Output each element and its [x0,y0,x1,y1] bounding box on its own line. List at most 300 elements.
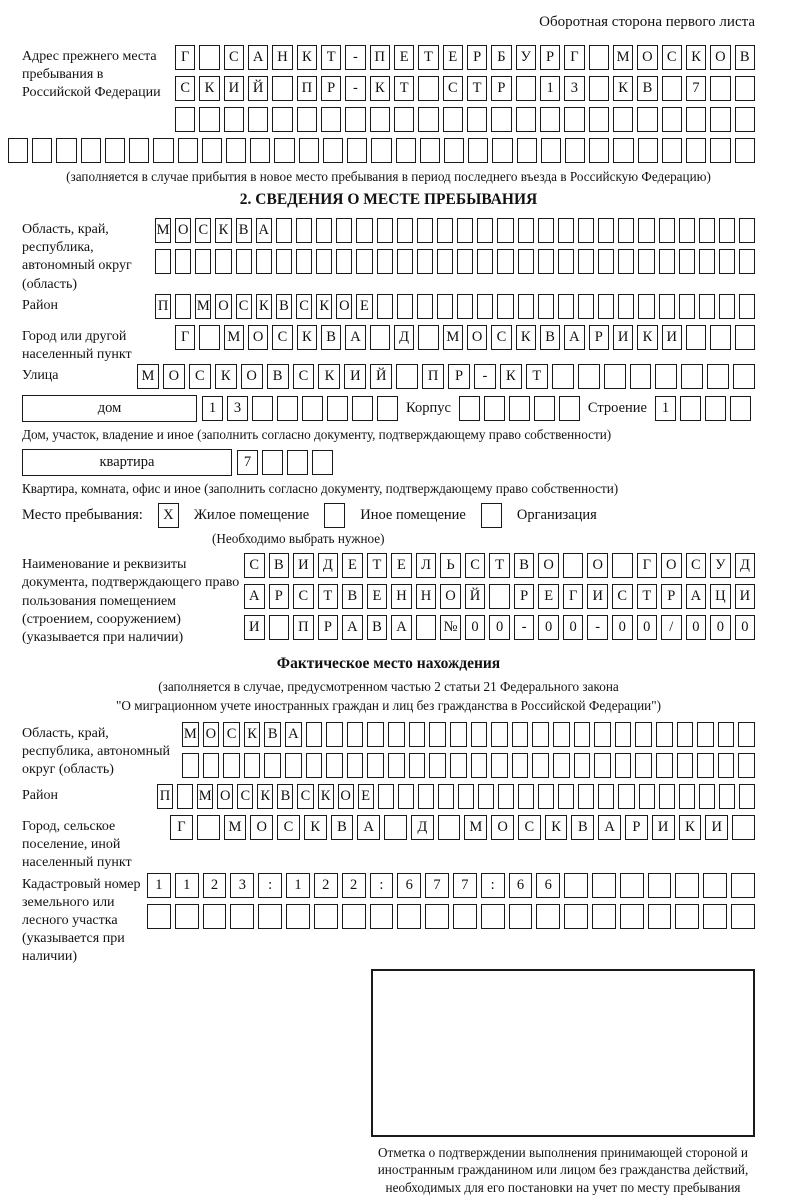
grid-cell[interactable] [397,249,413,274]
grid-cell[interactable]: К [304,815,327,840]
grid-cell[interactable]: 7 [425,873,449,898]
grid-cell[interactable] [453,904,477,929]
grid-cell[interactable]: С [297,784,313,809]
grid-cell[interactable]: В [269,553,290,578]
grid-cell[interactable] [416,615,437,640]
grid-cell[interactable]: Й [248,76,268,101]
grid-cell[interactable] [538,784,554,809]
grid-cell[interactable] [735,76,755,101]
grid-cell[interactable] [347,722,364,747]
grid-cell[interactable] [635,753,652,778]
grid-cell[interactable] [589,76,609,101]
grid-cell[interactable]: 7 [686,76,706,101]
grid-cell[interactable] [397,294,413,319]
grid-cell[interactable] [81,138,101,163]
grid-cell[interactable] [594,753,611,778]
grid-cell[interactable] [518,218,534,243]
grid-cell[interactable] [558,784,574,809]
grid-cell[interactable]: П [297,76,317,101]
grid-cell[interactable] [384,815,407,840]
grid-cell[interactable]: П [370,45,390,70]
grid-cell[interactable]: С [686,553,707,578]
grid-cell[interactable] [592,904,616,929]
grid-cell[interactable] [498,784,514,809]
grid-cell[interactable] [409,753,426,778]
grid-cell[interactable] [326,753,343,778]
grid-cell[interactable] [648,904,672,929]
grid-cell[interactable] [738,722,755,747]
grid-cell[interactable]: 3 [564,76,584,101]
grid-cell[interactable] [491,753,508,778]
grid-cell[interactable] [409,722,426,747]
grid-cell[interactable] [679,294,695,319]
grid-cell[interactable] [276,218,292,243]
grid-cell[interactable] [306,753,323,778]
grid-cell[interactable] [538,249,554,274]
grid-cell[interactable] [316,249,332,274]
grid-cell[interactable]: Р [625,815,648,840]
grid-cell[interactable]: Е [443,45,463,70]
grid-cell[interactable] [558,218,574,243]
grid-cell[interactable]: О [538,553,559,578]
grid-cell[interactable]: О [248,325,268,350]
grid-cell[interactable] [418,784,434,809]
grid-cell[interactable]: Н [391,584,412,609]
grid-cell[interactable] [710,325,730,350]
grid-cell[interactable] [203,904,227,929]
grid-cell[interactable] [662,76,682,101]
grid-cell[interactable]: С [272,325,292,350]
grid-cell[interactable]: Л [416,553,437,578]
grid-cell[interactable] [256,249,272,274]
grid-cell[interactable]: Р [491,76,511,101]
grid-cell[interactable] [703,904,727,929]
grid-cell[interactable]: С [518,815,541,840]
grid-cell[interactable] [297,107,317,132]
grid-cell[interactable] [285,753,302,778]
grid-cell[interactable]: 0 [465,615,486,640]
grid-cell[interactable] [425,904,449,929]
grid-cell[interactable]: К [679,815,702,840]
grid-cell[interactable] [679,249,695,274]
grid-cell[interactable]: С [293,364,315,389]
grid-cell[interactable] [719,784,735,809]
grid-cell[interactable]: А [256,218,272,243]
grid-cell[interactable]: С [465,553,486,578]
grid-cell[interactable] [299,138,319,163]
grid-cell[interactable]: 7 [237,450,258,475]
grid-cell[interactable]: Р [321,76,341,101]
grid-cell[interactable] [578,218,594,243]
grid-cell[interactable] [699,249,715,274]
grid-cell[interactable]: 0 [710,615,731,640]
grid-cell[interactable]: Р [661,584,682,609]
grid-cell[interactable]: О [203,722,220,747]
grid-cell[interactable]: Ь [440,553,461,578]
grid-cell[interactable] [323,138,343,163]
grid-cell[interactable] [613,107,633,132]
grid-cell[interactable]: 2 [314,873,338,898]
grid-cell[interactable]: Т [467,76,487,101]
grid-cell[interactable] [719,294,735,319]
grid-cell[interactable] [598,249,614,274]
grid-cell[interactable]: 1 [655,396,676,421]
grid-cell[interactable] [471,722,488,747]
grid-cell[interactable] [578,784,594,809]
grid-cell[interactable]: О [250,815,273,840]
grid-cell[interactable] [615,753,632,778]
grid-cell[interactable] [656,722,673,747]
grid-cell[interactable] [477,218,493,243]
grid-cell[interactable] [699,784,715,809]
grid-cell[interactable]: М [443,325,463,350]
grid-cell[interactable] [175,904,199,929]
grid-cell[interactable] [659,784,675,809]
checkbox-inoe-pomeshchenie[interactable] [324,503,345,528]
grid-cell[interactable] [347,138,367,163]
grid-cell[interactable]: Д [394,325,414,350]
grid-cell[interactable] [735,107,755,132]
grid-cell[interactable] [553,722,570,747]
grid-cell[interactable]: А [342,615,363,640]
grid-cell[interactable] [497,249,513,274]
grid-cell[interactable]: В [321,325,341,350]
grid-cell[interactable] [417,218,433,243]
grid-cell[interactable] [613,138,633,163]
grid-cell[interactable]: С [491,325,511,350]
grid-cell[interactable]: О [637,45,657,70]
grid-cell[interactable]: 2 [203,873,227,898]
grid-cell[interactable] [532,753,549,778]
grid-cell[interactable] [420,138,440,163]
grid-cell[interactable] [497,218,513,243]
grid-cell[interactable]: № [440,615,461,640]
grid-cell[interactable]: - [514,615,535,640]
grid-cell[interactable] [618,218,634,243]
grid-cell[interactable] [589,138,609,163]
grid-cell[interactable] [710,138,730,163]
grid-cell[interactable] [534,396,555,421]
grid-cell[interactable]: Р [589,325,609,350]
grid-cell[interactable]: Р [514,584,535,609]
grid-cell[interactable]: А [686,584,707,609]
checkbox-zhiloe-pomeshchenie[interactable]: X [158,503,179,528]
grid-cell[interactable] [437,218,453,243]
grid-cell[interactable] [230,904,254,929]
grid-cell[interactable]: - [587,615,608,640]
grid-cell[interactable] [516,107,536,132]
grid-cell[interactable] [679,218,695,243]
grid-cell[interactable]: Г [175,45,195,70]
grid-cell[interactable] [540,107,560,132]
checkbox-organizatsiya[interactable] [481,503,502,528]
grid-cell[interactable] [377,218,393,243]
grid-cell[interactable]: Е [356,294,372,319]
grid-cell[interactable]: К [318,364,340,389]
grid-cell[interactable] [564,107,584,132]
grid-cell[interactable] [272,76,292,101]
grid-cell[interactable] [574,753,591,778]
grid-cell[interactable] [468,138,488,163]
grid-cell[interactable]: О [336,294,352,319]
grid-cell[interactable]: С [244,553,265,578]
grid-cell[interactable]: / [661,615,682,640]
grid-cell[interactable]: О [217,784,233,809]
grid-cell[interactable] [578,364,600,389]
house-box[interactable]: дом [22,395,197,422]
grid-cell[interactable] [8,138,28,163]
grid-cell[interactable]: 0 [489,615,510,640]
grid-cell[interactable]: О [710,45,730,70]
grid-cell[interactable] [443,107,463,132]
grid-cell[interactable] [574,722,591,747]
grid-cell[interactable]: 0 [686,615,707,640]
grid-cell[interactable] [398,784,414,809]
grid-cell[interactable]: М [137,364,159,389]
grid-cell[interactable]: И [735,584,756,609]
grid-cell[interactable] [489,584,510,609]
grid-cell[interactable] [105,138,125,163]
grid-cell[interactable]: П [422,364,444,389]
grid-cell[interactable]: Т [526,364,548,389]
grid-cell[interactable] [541,138,561,163]
grid-cell[interactable] [686,107,706,132]
grid-cell[interactable]: Д [735,553,756,578]
grid-cell[interactable] [226,138,246,163]
grid-cell[interactable]: В [331,815,354,840]
grid-cell[interactable] [477,294,493,319]
grid-cell[interactable] [637,107,657,132]
grid-cell[interactable] [735,138,755,163]
grid-cell[interactable]: М [224,815,247,840]
grid-cell[interactable]: Т [318,584,339,609]
grid-cell[interactable] [677,722,694,747]
grid-cell[interactable]: В [735,45,755,70]
grid-cell[interactable]: 0 [538,615,559,640]
grid-cell[interactable]: И [652,815,675,840]
grid-cell[interactable] [223,753,240,778]
grid-cell[interactable] [738,753,755,778]
grid-cell[interactable] [620,904,644,929]
grid-cell[interactable]: 7 [453,873,477,898]
grid-cell[interactable] [248,107,268,132]
grid-cell[interactable] [147,904,171,929]
grid-cell[interactable] [638,138,658,163]
grid-cell[interactable]: К [215,218,231,243]
grid-cell[interactable] [662,138,682,163]
grid-cell[interactable]: Р [318,615,339,640]
grid-cell[interactable] [598,294,614,319]
grid-cell[interactable] [598,218,614,243]
grid-cell[interactable] [638,294,654,319]
grid-cell[interactable]: Г [563,584,584,609]
grid-cell[interactable] [735,325,755,350]
grid-cell[interactable]: С [224,45,244,70]
grid-cell[interactable] [630,364,652,389]
grid-cell[interactable] [675,873,699,898]
grid-cell[interactable]: П [293,615,314,640]
grid-cell[interactable]: К [244,722,261,747]
grid-cell[interactable]: Р [448,364,470,389]
grid-cell[interactable]: - [345,45,365,70]
grid-cell[interactable] [370,904,394,929]
grid-cell[interactable] [199,325,219,350]
grid-cell[interactable] [378,784,394,809]
grid-cell[interactable] [417,249,433,274]
grid-cell[interactable] [418,107,438,132]
grid-cell[interactable] [681,364,703,389]
grid-cell[interactable] [538,218,554,243]
grid-cell[interactable]: С [237,784,253,809]
grid-cell[interactable]: Г [564,45,584,70]
grid-cell[interactable]: М [155,218,171,243]
grid-cell[interactable] [467,107,487,132]
grid-cell[interactable] [459,396,480,421]
grid-cell[interactable] [175,294,191,319]
grid-cell[interactable] [553,753,570,778]
grid-cell[interactable] [397,218,413,243]
grid-cell[interactable] [429,753,446,778]
grid-cell[interactable]: Е [538,584,559,609]
grid-cell[interactable] [592,873,616,898]
grid-cell[interactable] [458,784,474,809]
grid-cell[interactable]: С [175,76,195,101]
grid-cell[interactable] [182,753,199,778]
grid-cell[interactable]: С [195,218,211,243]
grid-cell[interactable]: К [500,364,522,389]
grid-cell[interactable] [518,784,534,809]
grid-cell[interactable] [377,396,398,421]
grid-cell[interactable]: И [293,553,314,578]
grid-cell[interactable]: С [223,722,240,747]
grid-cell[interactable] [491,107,511,132]
grid-cell[interactable] [316,218,332,243]
grid-cell[interactable]: У [710,553,731,578]
grid-cell[interactable]: И [244,615,265,640]
grid-cell[interactable] [710,107,730,132]
grid-cell[interactable] [388,722,405,747]
grid-cell[interactable]: С [662,45,682,70]
grid-cell[interactable] [262,450,283,475]
grid-cell[interactable]: В [236,218,252,243]
grid-cell[interactable]: С [296,294,312,319]
grid-cell[interactable]: О [175,218,191,243]
grid-cell[interactable] [517,138,537,163]
grid-cell[interactable] [739,218,755,243]
grid-cell[interactable] [730,396,751,421]
grid-cell[interactable] [178,138,198,163]
grid-cell[interactable] [659,218,675,243]
grid-cell[interactable] [367,722,384,747]
grid-cell[interactable] [396,364,418,389]
grid-cell[interactable]: Т [489,553,510,578]
grid-cell[interactable]: А [391,615,412,640]
grid-cell[interactable]: К [516,325,536,350]
grid-cell[interactable] [731,873,755,898]
grid-cell[interactable] [314,904,338,929]
grid-cell[interactable]: К [370,76,390,101]
grid-cell[interactable]: О [338,784,354,809]
grid-cell[interactable] [497,294,513,319]
grid-cell[interactable] [680,396,701,421]
grid-cell[interactable] [438,784,454,809]
grid-cell[interactable]: С [277,815,300,840]
grid-cell[interactable]: Й [465,584,486,609]
grid-cell[interactable] [336,218,352,243]
grid-cell[interactable]: Т [367,553,388,578]
grid-cell[interactable] [450,753,467,778]
grid-cell[interactable] [286,904,310,929]
grid-cell[interactable] [558,294,574,319]
grid-cell[interactable] [598,784,614,809]
grid-cell[interactable]: А [598,815,621,840]
grid-cell[interactable] [296,218,312,243]
grid-cell[interactable]: Е [342,553,363,578]
grid-cell[interactable] [589,45,609,70]
grid-cell[interactable] [739,294,755,319]
grid-cell[interactable]: - [474,364,496,389]
grid-cell[interactable] [552,364,574,389]
grid-cell[interactable] [659,249,675,274]
grid-cell[interactable]: У [516,45,536,70]
grid-cell[interactable] [699,294,715,319]
grid-cell[interactable] [236,249,252,274]
grid-cell[interactable] [312,450,333,475]
grid-cell[interactable]: И [662,325,682,350]
grid-cell[interactable]: 1 [286,873,310,898]
grid-cell[interactable]: Ц [710,584,731,609]
grid-cell[interactable] [397,904,421,929]
grid-cell[interactable] [342,904,366,929]
grid-cell[interactable]: В [342,584,363,609]
grid-cell[interactable] [203,753,220,778]
grid-cell[interactable] [296,249,312,274]
grid-cell[interactable] [215,249,231,274]
grid-cell[interactable] [509,904,533,929]
grid-cell[interactable] [370,107,390,132]
grid-cell[interactable] [129,138,149,163]
grid-cell[interactable]: Е [394,45,414,70]
grid-cell[interactable]: Н [416,584,437,609]
grid-cell[interactable] [377,294,393,319]
grid-cell[interactable]: К [297,325,317,350]
grid-cell[interactable] [707,364,729,389]
grid-cell[interactable] [244,753,261,778]
grid-cell[interactable] [538,294,554,319]
grid-cell[interactable]: Й [370,364,392,389]
grid-cell[interactable]: С [189,364,211,389]
grid-cell[interactable] [620,873,644,898]
grid-cell[interactable] [345,107,365,132]
grid-cell[interactable] [733,364,755,389]
grid-cell[interactable] [512,722,529,747]
grid-cell[interactable]: М [464,815,487,840]
grid-cell[interactable] [327,396,348,421]
grid-cell[interactable]: В [276,294,292,319]
grid-cell[interactable] [326,722,343,747]
grid-cell[interactable]: 6 [509,873,533,898]
grid-cell[interactable] [638,249,654,274]
grid-cell[interactable]: П [155,294,171,319]
grid-cell[interactable]: В [277,784,293,809]
grid-cell[interactable]: Т [418,45,438,70]
grid-cell[interactable] [377,249,393,274]
grid-cell[interactable]: О [661,553,682,578]
grid-cell[interactable]: И [705,815,728,840]
grid-cell[interactable] [639,784,655,809]
grid-cell[interactable] [269,615,290,640]
grid-cell[interactable]: В [571,815,594,840]
